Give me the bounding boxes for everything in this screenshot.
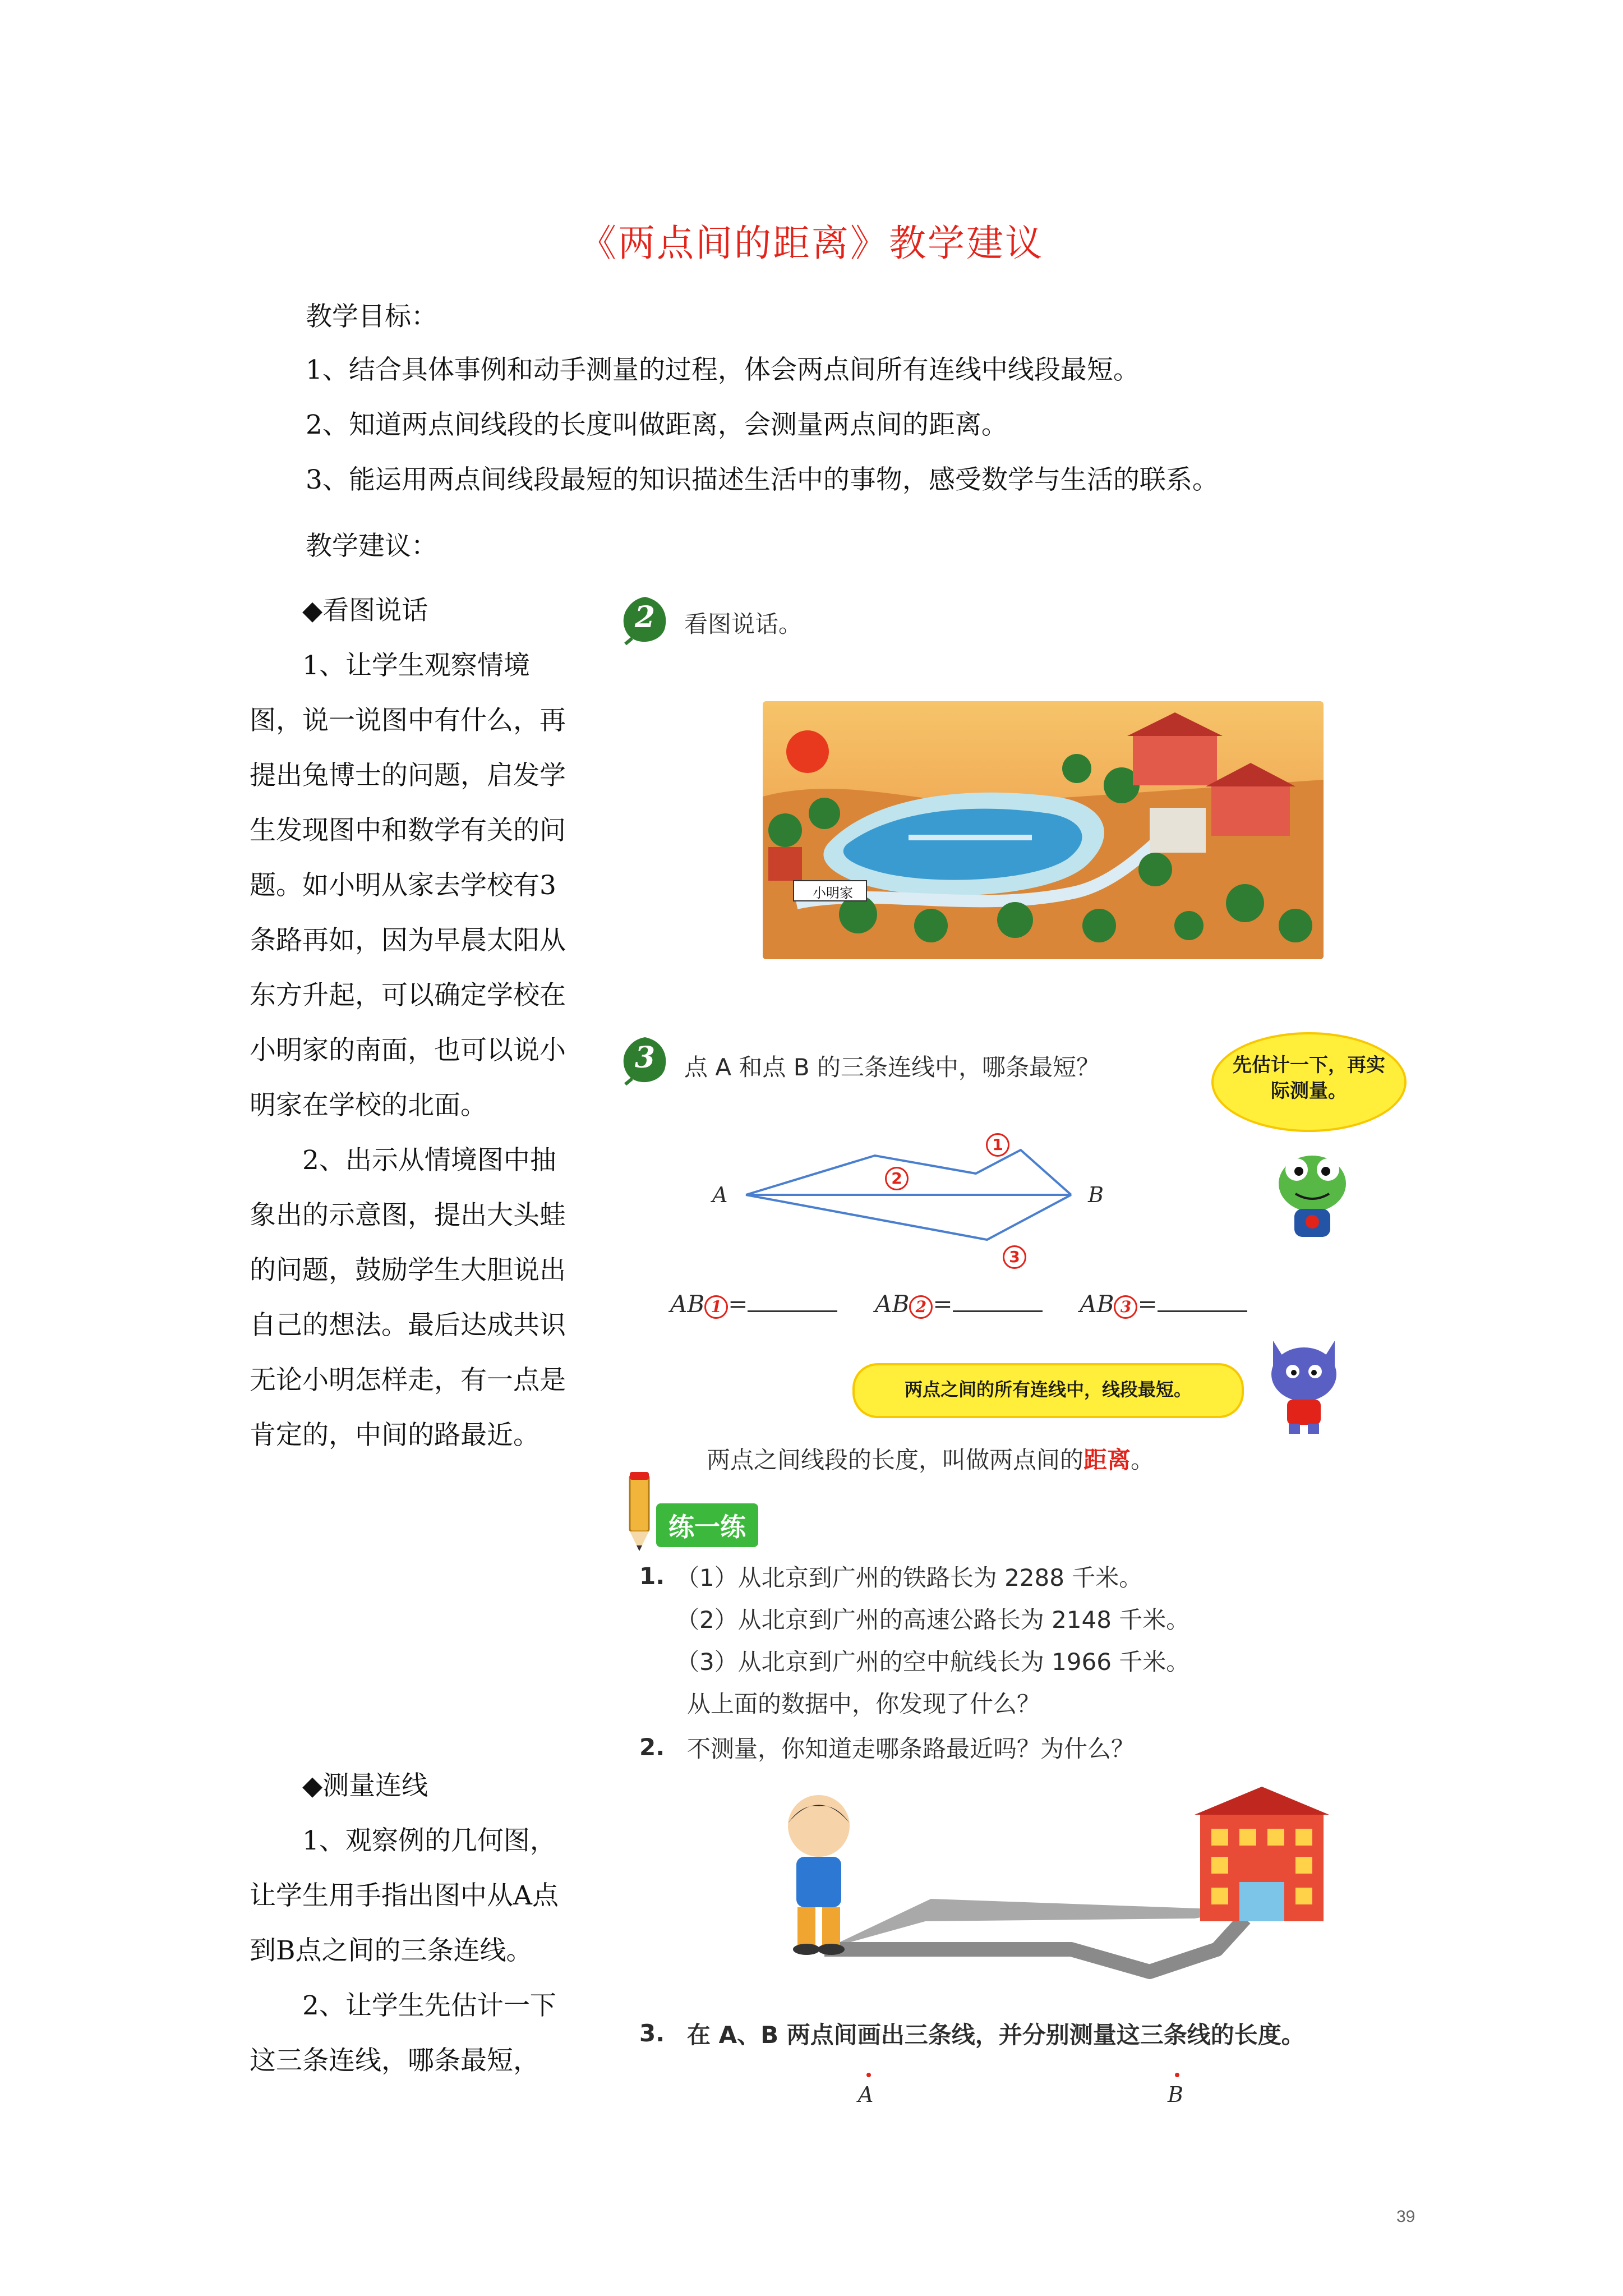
leaf-icon bbox=[620, 1035, 670, 1085]
objectives-heading: 教学目标： bbox=[306, 301, 437, 332]
point-a-dot bbox=[866, 2073, 871, 2077]
section1-heading: ◆看图说话 bbox=[302, 595, 428, 626]
section2-paragraph-1: 1、观察例的几何图，让学生用手指出图中从A点到B点之间的三条连线。 bbox=[250, 1825, 559, 1966]
point-a-label: A bbox=[712, 1182, 728, 1207]
frog-character bbox=[1273, 1150, 1352, 1245]
exercise-2-text: 不测量，你知道走哪条路最近吗？为什么？ bbox=[687, 1735, 1135, 1763]
objective-3: 3、能运用两点间线段最短的知识描述生活中的事物，感受数学与生活的联系。 bbox=[306, 464, 1219, 495]
suggestions-heading: 教学建议： bbox=[306, 531, 437, 562]
textbook-excerpt bbox=[606, 583, 1424, 2154]
practice-badge: 练一练 bbox=[656, 1503, 758, 1547]
exercise-1-item-3: （3）从北京到广州的空中航线长为 1966 千米。 bbox=[676, 1648, 1190, 1676]
measure-ab-3: AB 3 = bbox=[1080, 1290, 1247, 1318]
route-2-marker: 2 bbox=[885, 1167, 909, 1190]
section1-paragraph-1: 1、让学生观察情境图，说一说图中有什么，再提出兔博士的问题，启发学生发现图中和数学有关的问题。如小明从家去学校有3条路再如，因为早晨太阳从东方升起，可以确定学校在小明家的南面，也可以说小明家在学校的北面。 bbox=[250, 650, 566, 1121]
distance-definition: 两点之间线段的长度，叫做两点间的距离。 bbox=[707, 1446, 1155, 1474]
cat-character bbox=[1256, 1324, 1352, 1436]
point-b-dot bbox=[1175, 2073, 1179, 2077]
ab-diagram bbox=[712, 1133, 1133, 1273]
measure-ab-1: AB 1 = bbox=[670, 1290, 837, 1318]
exercise-3-text: 在 A、B 两点间画出三条线，并分别测量这三条线的长度。 bbox=[687, 2021, 1305, 2049]
exercise-1-item-1: （1）从北京到广州的铁路长为 2288 千米。 bbox=[676, 1564, 1143, 1591]
section-measure-lines bbox=[250, 1759, 578, 2088]
exercise-3-point-a: A bbox=[858, 2082, 874, 2107]
frog-bubble-text: 先估计一下，再实际测量。 bbox=[1233, 1054, 1385, 1102]
question-number: 2 bbox=[634, 600, 656, 634]
cat-bubble-text: 两点之间的所有连线中，线段最短。 bbox=[904, 1379, 1192, 1400]
exercise-2-number: 2. bbox=[639, 1733, 665, 1761]
exercise-1-number: 1. bbox=[639, 1562, 665, 1590]
question-number: 3 bbox=[634, 1041, 656, 1075]
exercise-3-number: 3. bbox=[639, 2019, 665, 2047]
section2-paragraph-2: 2、让学生先估计一下这三条连线，哪条最短， bbox=[250, 1990, 556, 2076]
point-b-label: B bbox=[1088, 1182, 1104, 1207]
objective-1: 1、结合具体事例和动手测量的过程，体会两点间所有连线中线段最短。 bbox=[306, 355, 1140, 385]
q3-question: 点 A 和点 B 的三条连线中，哪条最短？ bbox=[684, 1053, 1100, 1081]
exercise-1-question: 从上面的数据中，你发现了什么？ bbox=[687, 1690, 1041, 1718]
scene-illustration bbox=[763, 701, 1324, 959]
q2-label: 看图说话。 bbox=[684, 610, 803, 638]
page-title: 《两点间的距离》教学建议 bbox=[579, 222, 1044, 265]
route-1-marker: 1 bbox=[986, 1133, 1009, 1157]
measure-ab-2: AB 2 = bbox=[875, 1290, 1042, 1318]
section2-heading: ◆测量连线 bbox=[302, 1770, 428, 1801]
measure-row bbox=[670, 1290, 1247, 1319]
leaf-icon bbox=[620, 595, 670, 645]
pencil-icon bbox=[620, 1470, 659, 1554]
section1-paragraph-2: 2、出示从情境图中抽象出的示意图，提出大头蛙的问题，鼓励学生大胆说出自己的想法。最后达成共识无论小明怎样走，有一点是肯定的，中间的路最近。 bbox=[250, 1145, 566, 1451]
page-number: 39 bbox=[1396, 2207, 1415, 2226]
section-look-and-talk bbox=[250, 583, 578, 1463]
map-house-label: 小明家 bbox=[813, 885, 853, 901]
exercise-1-item-2: （2）从北京到广州的高速公路长为 2148 千米。 bbox=[676, 1606, 1190, 1634]
route-illustration bbox=[757, 1781, 1352, 2005]
route-3-marker: 3 bbox=[1003, 1245, 1026, 1269]
cat-speech-bubble bbox=[852, 1363, 1244, 1418]
exercise-3-point-b: B bbox=[1168, 2082, 1183, 2107]
objective-2: 2、知道两点间线段的长度叫做距离，会测量两点间的距离。 bbox=[306, 409, 1008, 440]
frog-speech-bubble bbox=[1211, 1032, 1407, 1132]
distance-keyword: 距离 bbox=[1083, 1446, 1131, 1474]
